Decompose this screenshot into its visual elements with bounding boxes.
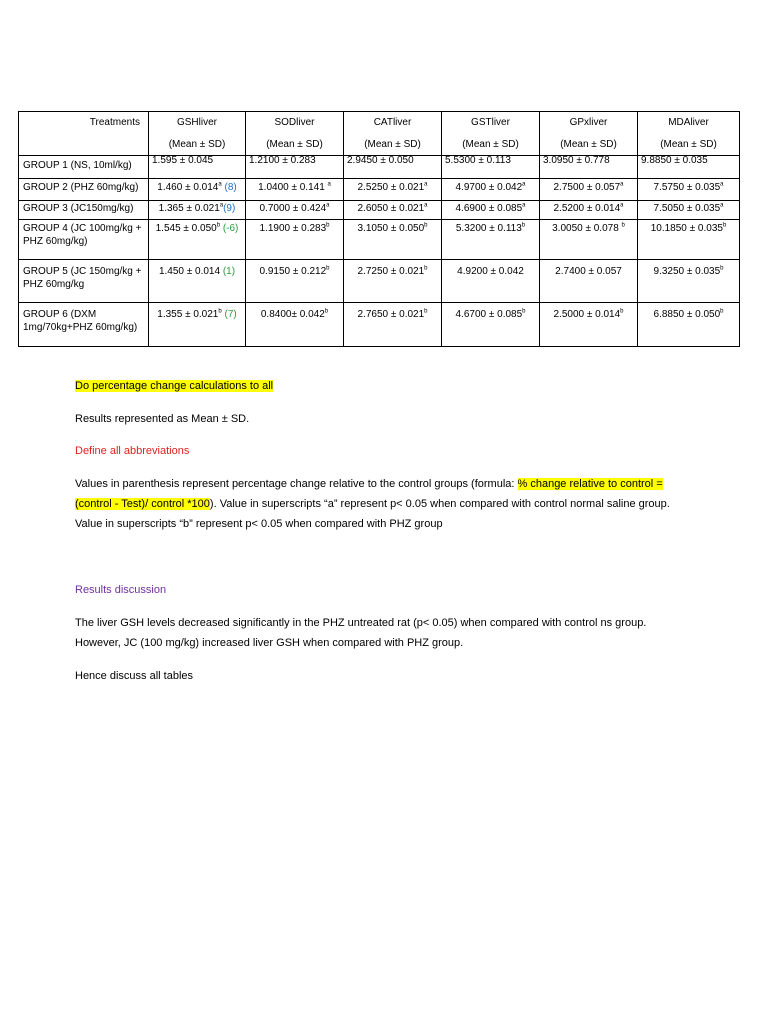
table-header-row (19, 112, 740, 156)
treatment-cell: GROUP 1 (NS, 10ml/kg) (19, 156, 149, 179)
gst-cell: 5.5300 ± 0.113 (442, 156, 540, 179)
values-explanation: Values in parenthesis represent percentage change relative to the control groups (formula: % change relative to control = (control - Test)/ control *100). Value in superscripts “a” represent p< 0.05 when compared with control normal saline group. Value in superscripts “b” represent p< 0.05 when compared with PHZ group (75, 478, 670, 530)
percent-change: (-6) (222, 223, 239, 234)
mda-cell: 10.1850 ± 0.035$^b$ (638, 220, 740, 260)
cat-cell: 2.6050 ± 0.021$^a$ (344, 201, 442, 220)
mda-cell: 7.5750 ± 0.035$^a$ (638, 179, 740, 201)
mda-cell: 9.3250 ± 0.035$^b$ (638, 260, 740, 303)
header-gst: GSTliver (Mean ± SD) (442, 112, 540, 156)
table-row-group-4 (19, 220, 740, 260)
table-row-group-1 (19, 156, 740, 179)
gpx-cell: 2.5200 ± 0.014$^a$ (540, 201, 638, 220)
sod-cell: 0.7000 ± 0.424$^a$ (246, 201, 344, 220)
cat-cell: 2.7650 ± 0.021$^b$ (344, 303, 442, 347)
gpx-cell: 2.7500 ± 0.057$^a$ (540, 179, 638, 201)
treatment-cell: GROUP 2 (PHZ 60mg/kg) (19, 179, 149, 201)
treatment-cell: GROUP 4 (JC 100mg/kg + PHZ 60mg/kg) (19, 220, 149, 260)
header-cat: CATliver (Mean ± SD) (344, 112, 442, 156)
define-abbreviations-note: Define all abbreviations (75, 445, 190, 457)
treatment-cell: GROUP 3 (JC150mg/kg) (19, 201, 149, 220)
mda-cell: 7.5050 ± 0.035$^a$ (638, 201, 740, 220)
gpx-cell: 2.7400 ± 0.057 (540, 260, 638, 303)
gst-cell: 5.3200 ± 0.113$^b$ (442, 220, 540, 260)
results-discussion-heading: Results discussion (75, 584, 167, 596)
table-row-group-5 (19, 260, 740, 303)
percent-change: (7) (224, 309, 237, 320)
formula-highlight: % change relative to control = (control - Test)/ control *100 (75, 478, 663, 510)
mda-cell: 6.8850 ± 0.050$^b$ (638, 303, 740, 347)
sod-cell: 0.8400± 0.042$^b$ (246, 303, 344, 347)
gst-cell: 4.6700 ± 0.085$^b$ (442, 303, 540, 347)
gsh-cell: 1.355 ± 0.021$^b$ (7) (149, 303, 246, 347)
gst-cell: 4.6900 ± 0.085$^a$ (442, 201, 540, 220)
percent-change: (8) (224, 182, 237, 193)
gpx-cell: 3.0050 ± 0.078 $^b$ (540, 220, 638, 260)
gsh-cell: 1.545 ± 0.050$^b$ (-6) (149, 220, 246, 260)
header-treatments: Treatments (19, 112, 149, 156)
header-mda: MDAliver (Mean ± SD) (638, 112, 740, 156)
gsh-cell: 1.460 ± 0.014$^a$ (8) (149, 179, 246, 201)
gsh-discussion-paragraph: The liver GSH levels decreased significantly in the PHZ untreated rat (p< 0.05) when compared with control ns group. However, JC (100 mg/kg) increased liver GSH when compared with PHZ group. (75, 617, 647, 649)
treatment-cell: GROUP 6 (DXM 1mg/70kg+PHZ 60mg/kg) (19, 303, 149, 347)
gsh-cell: 1.450 ± 0.014 (1) (149, 260, 246, 303)
gpx-cell: 2.5000 ± 0.014$^b$ (540, 303, 638, 347)
table-row-group-3 (19, 201, 740, 220)
table-row-group-6 (19, 303, 740, 347)
cat-cell: 2.9450 ± 0.050 (344, 156, 442, 179)
percent-change: (9) (223, 203, 236, 214)
sod-cell: 0.9150 ± 0.212$^b$ (246, 260, 344, 303)
header-gpx: GPxliver (Mean ± SD) (540, 112, 638, 156)
gst-cell: 4.9700 ± 0.042$^a$ (442, 179, 540, 201)
results-represented-note: Results represented as Mean ± SD. (75, 413, 250, 425)
header-sod: SODliver (Mean ± SD) (246, 112, 344, 156)
header-gsh: GSHliver (Mean ± SD) (149, 112, 246, 156)
cat-cell: 3.1050 ± 0.050$^b$ (344, 220, 442, 260)
sod-cell: 1.1900 ± 0.283$^b$ (246, 220, 344, 260)
cat-cell: 2.5250 ± 0.021$^a$ (344, 179, 442, 201)
highlight-instruction: Do percentage change calculations to all (75, 380, 274, 392)
liver-antioxidant-table (18, 111, 740, 347)
table-row-group-2 (19, 179, 740, 201)
sod-cell: 1.2100 ± 0.283 (246, 156, 344, 179)
mda-cell: 9.8850 ± 0.035 (638, 156, 740, 179)
gpx-cell: 3.0950 ± 0.778 (540, 156, 638, 179)
gsh-cell: 1.595 ± 0.045 (149, 156, 246, 179)
percent-change: (1) (222, 266, 236, 277)
gsh-cell: 1.365 ± 0.021$^a$(9) (149, 201, 246, 220)
discuss-all-note: Hence discuss all tables (75, 670, 194, 682)
sod-cell: 1.0400 ± 0.141 $^a$ (246, 179, 344, 201)
gst-cell: 4.9200 ± 0.042 (442, 260, 540, 303)
cat-cell: 2.7250 ± 0.021$^b$ (344, 260, 442, 303)
treatment-cell: GROUP 5 (JC 150mg/kg + PHZ 60mg/kg (19, 260, 149, 303)
